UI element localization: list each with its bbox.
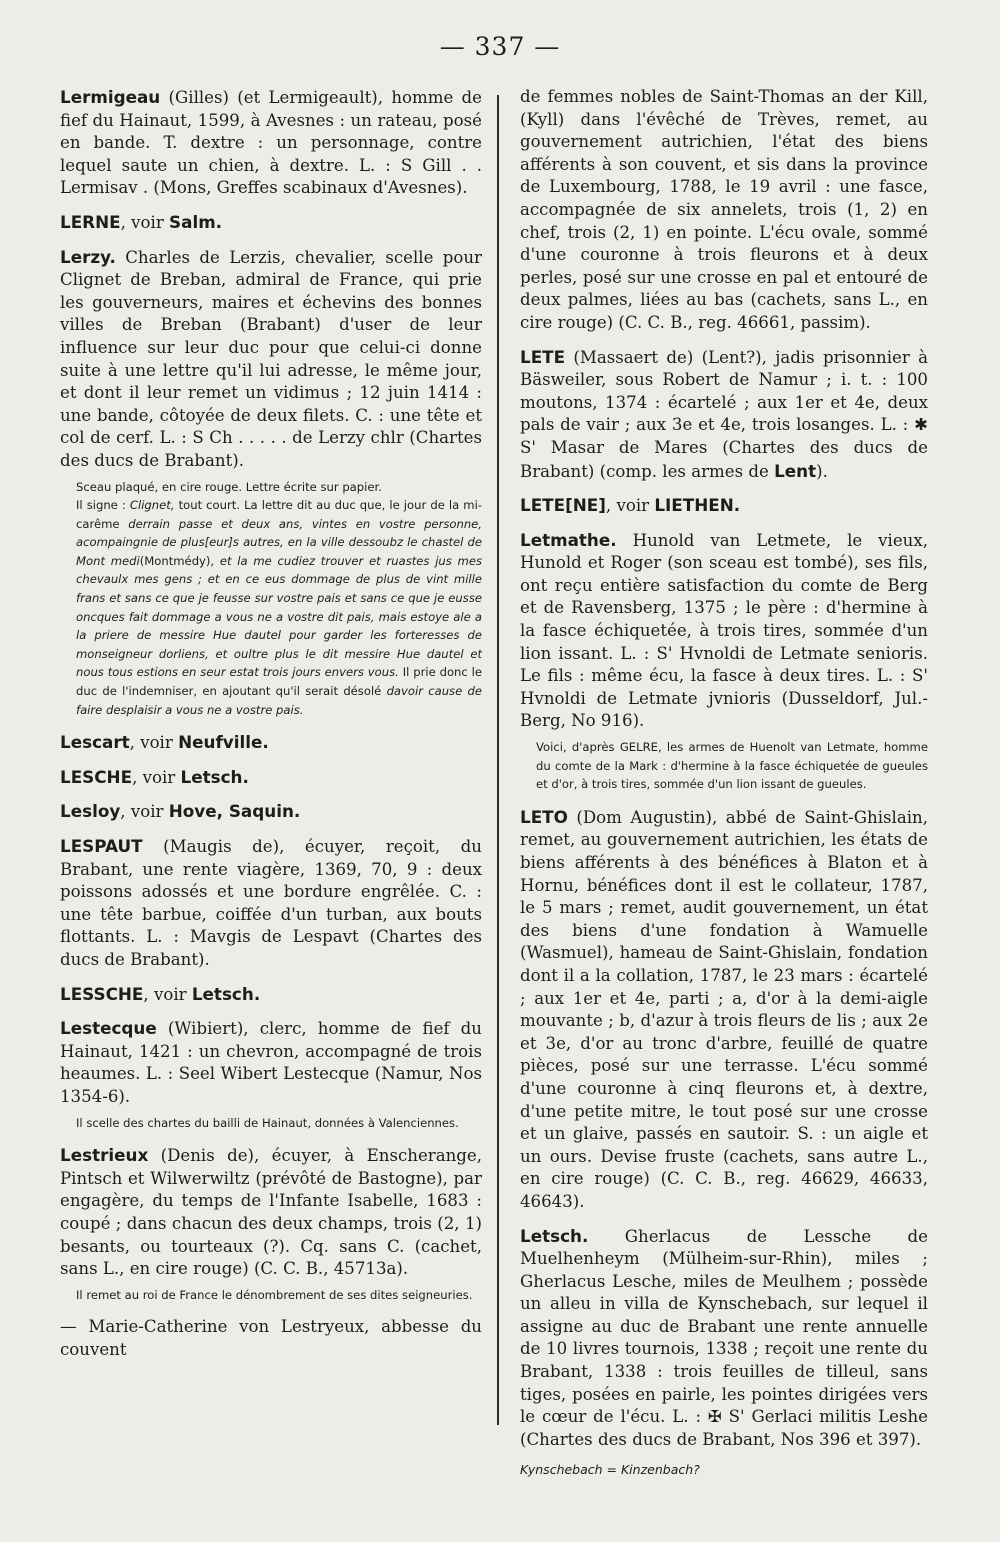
headword: Lesloy — [60, 801, 121, 822]
cross-reference: Hove, Saquin. — [168, 801, 301, 822]
headword: LESCHE — [60, 766, 133, 787]
note-text: Il signe : — [76, 498, 130, 513]
entry-text: (Dom Augustin), abbé de Saint-Ghislain, remet, au gouvernement autrichien, les états de biens afférents à des bénéfices à Blaton et à Hornu, bénéfices dont il est le collateur, 1787, le 5 mars ; remet, audit gouvernement, un état des biens d'une fondation à Wamuelle (Wasmuel), hameau de Saint-Ghislain, fondation dont il a la collation, 1787, le 23 mars : écartelé ; aux 1er et 4e, parti ; a, d'or à la demi-aigle mouvante ; b, d'azur à trois fleurs de lis ; aux 2e et 3e, d'or au tronc d'arbre, feuillé de quatre pièces, posé sur une terrasse. L'écu sommé d'une couronne à cinq fleurons et, à dextre, d'une petite mitre, le tout posé sur une crosse et un glaive, passés en sautoir. S. : un aigle et un ours. Devise fruste (cachets, sans autre L., en cire rouge) (C. C. B., reg. 46629, 46633, 46643). — [520, 807, 928, 1211]
left-column — [60, 86, 482, 1372]
entry-continuation: de femmes nobles de Saint-Thomas an der Kill, (Kyll) dans l'évêché de Trèves, remet, au gouvernement autrichien, l'état des biens afférents à son couvent, et sis dans la province de Luxembourg, 1788, le 19 avril : une fasce, accompagnée de six annelets, trois (1, 2) en chef, trois (2, 1) en pointe. L'écu ovale, sommé d'une couronne à trois fleurons et à deux perles, posé sur une crosse en pal et entouré de deux palmes, liées au bas (cachets, sans L., en cire rouge) (C. C. B., reg. 46661, passim). — [520, 87, 928, 332]
entry-text-end: ). — [816, 461, 828, 481]
entry-text: (Gilles) (et Lermigeault), homme de fief du Hainaut, 1599, à Avesnes : un rateau, posé en bande. T. dextre : un personnage, contre lequel saute un chien, à dextre. L. : S Gill . . Lermisav . (Mons, Greffes scabinaux d'Avesnes). — [60, 88, 482, 198]
entry-marie-catherine: — Marie-Catherine von Lestryeux, abbesse du couvent — [60, 1317, 482, 1359]
entry-text: (Massaert de) (Lent?), jadis prisonnier à Bäsweiler, sous Robert de Namur ; i. t. : 100 moutons, 1374 : écartelé ; aux 1er et 4e, deux pals de vair ; aux 3e et 4e, trois losanges. L. : ✱ S' Masar de Mares (Chartes des ducs de Brabant) (comp. les armes de — [520, 347, 928, 481]
entry-text: (Denis de), écuyer, à Enscherange, Pintsch et Wilwerwiltz (prévôté de Bastogne), par engagère, du temps de l'Infante Isabelle, 1683 : coupé ; dans chacun des deux champs, trois (2, 1) besants, ou tourteaux (?). Cq. sans C. (cachet, sans L., en cire rouge) (C. C. B., 45713a). — [60, 1146, 482, 1279]
note-lerzy-letter — [60, 496, 482, 719]
entry-text: Charles de Lerzis, chevalier, scelle pour Clignet de Breban, admiral de France, qui prie les gouverneurs, maires et échevins des bonnes villes de Breban (Brabant) d'user de leur influence sur leur duc pour que celui-ci donne suite à une lettre qu'il lui adresse, le même jour, et dont il leur remet un vidimus ; 12 juin 1414 : une bande, côtoyée de deux filets. C. : une tête et col de cerf. L. : S Ch . . . . . de Lerzy chlr (Chartes des ducs de Brabant). — [60, 247, 482, 470]
note-quote: derrain passe et deux ans, vintes en vostre personne, acompaingnie de plus[eur]s autres, en la ville dessoubz le chastel de Mont medi — [76, 516, 482, 568]
entry-lespaut — [60, 835, 482, 972]
note-lerzy-seal: Sceau plaqué, en cire rouge. Lettre écrite sur papier. — [76, 479, 382, 494]
entry-lesche — [60, 766, 482, 790]
note-lestecque: Il scelle des chartes du bailli de Hainaut, données à Valenciennes. — [76, 1115, 459, 1130]
headword: Letmathe. — [520, 529, 617, 550]
entry-lestrieux — [60, 1144, 482, 1281]
entry-leto — [520, 806, 928, 1214]
entry-lescart — [60, 731, 482, 755]
note-text: tout court. La lettre dit au duc que, le jour de la mi-carême — [76, 498, 482, 531]
headword: LERNE — [60, 211, 121, 232]
headword: LESPAUT — [60, 836, 143, 856]
entry-letene — [520, 494, 928, 518]
entry-text: (Wibiert), clerc, homme de fief du Hainaut, 1421 : un chevron, accompagné de trois heaumes. L. : Seel Wibert Lestecque (Namur, Nos 1354-6). — [60, 1019, 482, 1106]
cross-reference: Letsch. — [180, 766, 249, 787]
headword: LETE[NE] — [520, 495, 606, 516]
note-lestrieux: Il remet au roi de France le dénombrement de ses dites seigneuries. — [76, 1287, 473, 1302]
entry-text: Hunold van Letmete, le vieux, Hunold et Roger (son sceau est tombé), ses fils, ont reçu entière satisfaction du comte de Berg et de Ravensberg, 1375 ; le père : d'hermine à la fasce échiquetée, à trois tires, sommée d'un lion issant. L. : S' Hvnoldi de Letmate senioris. Le fils : même écu, la fasce à deux tires. L. : S' Hvnoldi de Letmate jvnioris (Dusseldorf, Jul.-Berg, No 916). — [520, 530, 928, 731]
entry-letsch — [520, 1225, 928, 1452]
headword: Lestecque — [60, 1018, 157, 1039]
entry-lermigeau — [60, 86, 482, 200]
entry-lerne — [60, 211, 482, 235]
entry-lesloy — [60, 800, 482, 824]
cross-reference: Letsch. — [191, 983, 261, 1004]
column-divider — [497, 95, 499, 1425]
headword: Lerzy. — [60, 246, 116, 267]
headword: LESSCHE — [60, 983, 144, 1004]
entry-text: , voir — [132, 767, 181, 787]
headword: Letsch. — [520, 1225, 589, 1246]
entry-lete — [520, 346, 928, 484]
cross-reference: LIETHEN. — [654, 495, 741, 516]
cross-reference: Neufville. — [178, 732, 269, 753]
entry-lessche — [60, 983, 482, 1007]
footnote: Kynschebach = Kinzenbach? — [520, 1462, 700, 1478]
headword: LETE — [520, 346, 566, 367]
page-number: — 337 — — [439, 32, 561, 61]
entry-letmathe — [520, 529, 928, 733]
headword: LETO — [520, 806, 568, 827]
entry-text: , voir — [143, 984, 192, 1004]
cross-reference: Salm. — [169, 211, 223, 232]
entry-text: (Maugis de), écuyer, reçoit, du Brabant, une rente viagère, 1369, 70, 9 : deux poissons adossés et une bordure engrêlée. C. : une tête barbue, coiffée d'un turban, aux bouts flottants. L. : Mavgis de Lespavt (Chartes des ducs de Brabant). — [60, 837, 482, 969]
entry-text: , voir — [120, 802, 169, 822]
note-quote: et la me cudiez trouver et ruastes jus mes chevaulx mes gens ; et en ce eus dommage de plus de vint mille frans et sans ce que je feusse sur vostre pais et sans ce que je eusse oncques fait dommage a vous ne a vostre dit pais, mais estoye ale a la priere de messire Hue dautel pour garder les forteresses de monseigneur dorliens, et oultre plus le dit messire Hue dautel et nous tous estions en seur estat trois jours envers vous. — [76, 553, 483, 680]
note-text: Il prie donc le duc de l'indemniser, en ajoutant qu'il serait désolé — [76, 665, 483, 699]
entry-lerzy — [60, 246, 482, 473]
entry-text: Gherlacus de Lessche de Muelhenheym (Mülheim-sur-Rhin), miles ; Gherlacus Lesche, miles de Meulhem ; possède un alleu in villa de Kynschebach, sur lequel il assigne au duc de Brabant une rente annuelle de 10 livres tournois, 1338 ; reçoit une rente du Brabant, 1338 : trois feuilles de tilleul, sans tiges, posées en pairle, les pointes dirigées vers le cœur de l'écu. L. : ✠ S' Gerlaci militis Leshe (Chartes des ducs de Brabant, Nos 396 et 397). — [520, 1226, 928, 1449]
headword: Lermigeau — [60, 87, 161, 107]
note-quote: Clignet, — [129, 498, 175, 513]
entry-text: , voir — [129, 733, 179, 753]
note-text: (Montmédy), — [139, 553, 220, 568]
entry-text: , voir — [120, 212, 170, 232]
right-column — [520, 86, 928, 1477]
note-letmathe: Voici, d'après GELRE, les armes de Huenolt van Letmate, homme du comte de la Mark : d'hermine à la fasce échiquetée de gueules et d'or, à trois tires, sommée d'un lion issant de gueules. — [536, 740, 928, 792]
entry-text: , voir — [605, 496, 655, 516]
cross-reference: Lent — [774, 460, 817, 481]
entry-lestecque — [60, 1017, 482, 1108]
headword: Lestrieux — [60, 1145, 149, 1166]
headword: Lescart — [60, 732, 130, 753]
note-quote: davoir cause de faire desplaisir a vous ne a vostre pais. — [76, 684, 482, 717]
